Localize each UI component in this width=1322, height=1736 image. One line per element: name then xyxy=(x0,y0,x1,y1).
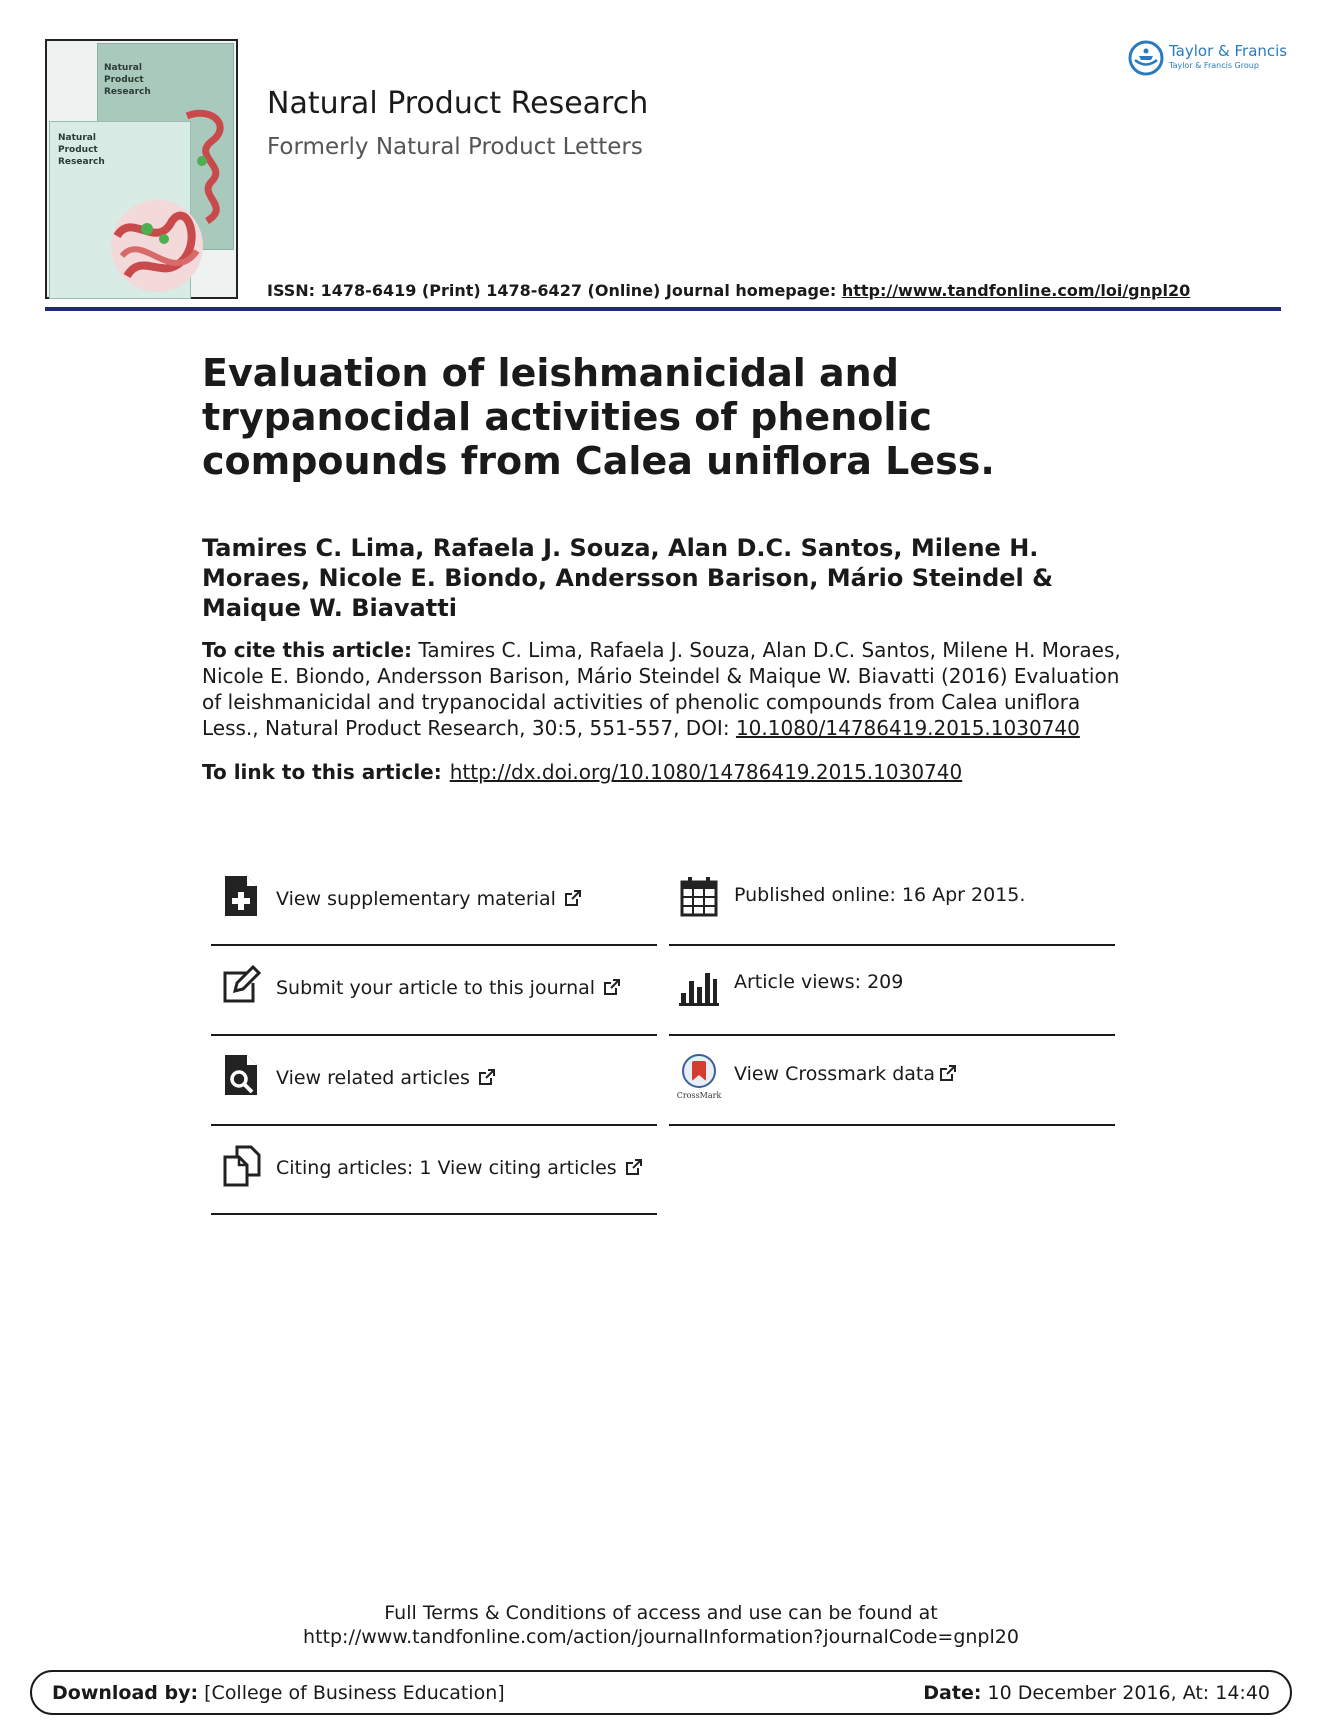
crossmark-logo-text: CrossMark xyxy=(676,1091,722,1100)
terms-line-1: Full Terms & Conditions of access and use can be found at xyxy=(384,1602,938,1624)
citation-label: To cite this article: xyxy=(202,638,413,662)
submit-article-label: Submit your article to this journal xyxy=(276,977,596,999)
journal-homepage-link[interactable]: http://www.tandfonline.com/loi/gnpl20 xyxy=(841,281,1191,300)
terms-url[interactable]: http://www.tandfonline.com/action/journalInformation?journalCode=gnpl20 xyxy=(303,1626,1019,1648)
published-online-label: Published online: 16 Apr 2015. xyxy=(734,884,1026,906)
terms-notice xyxy=(0,1601,1322,1649)
submit-article-link[interactable] xyxy=(211,949,657,1039)
article-authors: Tamires C. Lima, Rafaela J. Souza, Alan D.C. Santos, Milene H. Moraes, Nicole E. Biondo, Andersson Barison, Mário Steindel & Maique W. Biavatti xyxy=(202,534,1054,622)
article-link-label: To link to this article: xyxy=(202,760,442,784)
calendar-icon xyxy=(679,874,719,918)
issn-line xyxy=(267,281,1190,300)
edit-icon xyxy=(221,963,261,1007)
divider xyxy=(211,1034,657,1036)
external-link-icon xyxy=(603,978,621,996)
article-views-info xyxy=(669,949,1115,1039)
citing-articles-label: Citing articles: 1 View citing articles xyxy=(276,1157,617,1179)
citing-articles-link[interactable] xyxy=(211,1129,657,1219)
document-plus-icon xyxy=(221,874,261,918)
journal-subtitle: Formerly Natural Product Letters xyxy=(267,134,643,160)
supplementary-material-link[interactable] xyxy=(211,860,657,950)
citation-doi-link[interactable]: 10.1080/14786419.2015.1030740 xyxy=(735,716,1080,740)
cover-back-title: Natural Product Research xyxy=(104,63,151,97)
publisher-logo xyxy=(1127,39,1287,79)
external-link-icon xyxy=(939,1064,957,1082)
external-link-icon xyxy=(564,889,582,907)
download-date-label: Date: xyxy=(923,1682,982,1704)
article-title: Evaluation of leishmanicidal and trypanocidal activities of phenolic compounds from Calea uniflora Less. xyxy=(202,351,995,483)
divider xyxy=(669,1124,1115,1126)
search-document-icon xyxy=(221,1053,261,1097)
citation-text: Tamires C. Lima, Rafaela J. Souza, Alan D.C. Santos, Milene H. Moraes, Nicole E. Biondo, Andersson Barison, Mário Steindel & Maique W. Biavatti (2016) Evaluation of leishmanicidal and trypanocidal activities of phenolic compounds from Calea uniflora Less., Natural Product Research, 30:5, 551-557, DOI: xyxy=(202,638,1121,740)
crossmark-link[interactable] xyxy=(669,1039,1115,1129)
download-date xyxy=(923,1682,1270,1704)
copy-documents-icon xyxy=(221,1143,261,1187)
download-by-value: [College of Business Education] xyxy=(198,1682,505,1704)
article-views-label: Article views: 209 xyxy=(734,971,904,993)
download-date-value: 10 December 2016, At: 14:40 xyxy=(981,1682,1270,1704)
journal-title: Natural Product Research xyxy=(267,86,649,121)
supplementary-material-label: View supplementary material xyxy=(276,888,556,910)
download-by xyxy=(52,1682,505,1704)
cover-molecule-icon xyxy=(102,191,212,296)
external-link-icon xyxy=(478,1068,496,1086)
download-by-label: Download by: xyxy=(52,1682,199,1704)
article-link-row xyxy=(202,760,962,784)
divider xyxy=(211,944,657,946)
divider xyxy=(669,944,1115,946)
crossmark-icon xyxy=(676,1053,722,1101)
related-articles-label: View related articles xyxy=(276,1067,470,1089)
header-divider xyxy=(45,307,1281,311)
publisher-group: Taylor & Francis Group xyxy=(1169,61,1259,70)
divider xyxy=(669,1034,1115,1036)
article-link-url[interactable]: http://dx.doi.org/10.1080/14786419.2015.1030740 xyxy=(449,760,963,784)
crossmark-label: View Crossmark data xyxy=(734,1063,936,1085)
journal-cover-image xyxy=(45,39,238,299)
divider xyxy=(211,1213,657,1215)
external-link-icon xyxy=(625,1158,643,1176)
publisher-logo-icon xyxy=(1127,39,1165,77)
bar-chart-icon xyxy=(679,963,719,1007)
published-online-info xyxy=(669,860,1115,950)
download-info-bar xyxy=(30,1670,1292,1715)
cover-front-title: Natural Product Research xyxy=(58,133,105,167)
issn-text: ISSN: 1478-6419 (Print) 1478-6427 (Online) Journal homepage: xyxy=(267,281,842,300)
citation-block xyxy=(202,637,1137,741)
divider xyxy=(211,1124,657,1126)
related-articles-link[interactable] xyxy=(211,1039,657,1129)
publisher-name: Taylor & Francis xyxy=(1169,42,1288,60)
